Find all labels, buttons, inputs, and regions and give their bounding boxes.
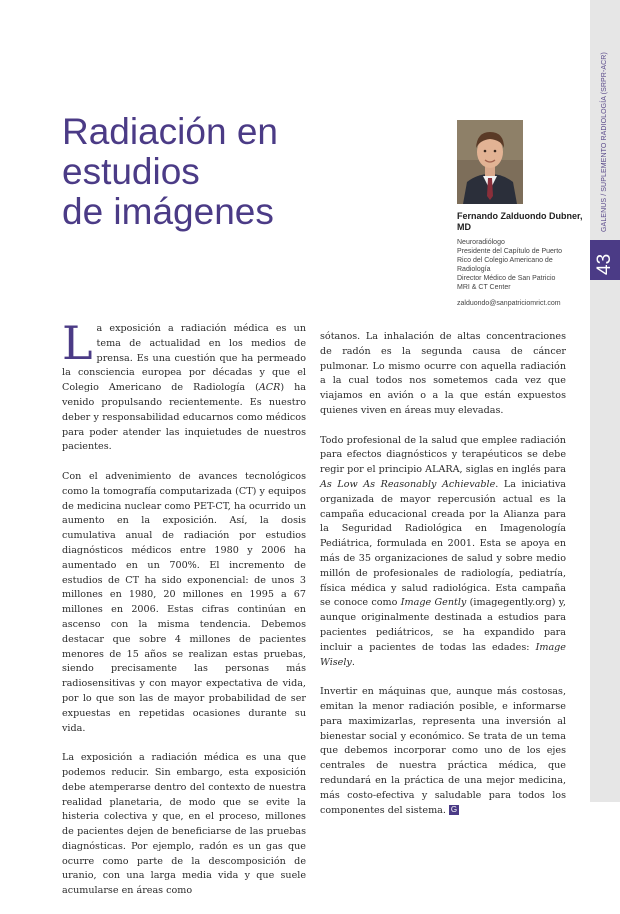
paragraph-text: Invertir en máquinas que, aunque más costosas, emitan la menor radiación posible, e informarse para maximizarlas, representa una inversión al bienestar social y económico. Se trata de un tema que debemos incorporar como uno de los ejes centrales de nuestra práctica médica, que redundará en la práctica de una mejor medicina, más costo-efectiva y saludable para todos los componentes del sistema. (320, 686, 566, 816)
title-line-3: de imágenes (62, 191, 274, 232)
article-title (62, 112, 392, 232)
paragraph-conclusion (320, 685, 566, 818)
paragraph-intro (62, 316, 306, 455)
author-role-line: Rico del Colegio Americano de (457, 257, 553, 264)
author-photo (457, 120, 523, 204)
article-column-left (62, 316, 306, 914)
author-role-line: Radiología (457, 266, 491, 273)
publication-label-text: GALENUS / SUPLEMENTO RADIOLOGÍA (SRPR-ACR) (601, 52, 608, 232)
paragraph-text: ) ha venido propulsando recientemente. Es nuestro deber y responsabilidad educarnos como médicos para poder atender las inquietudes de nuestros pacientes. (62, 382, 306, 453)
author-role-line: Director Médico de San Patricio (457, 275, 556, 282)
author-portrait-icon (457, 120, 523, 204)
title-line-1: Radiación en (62, 111, 278, 152)
author-name: Fernando Zalduondo Dubner, MD (457, 211, 583, 232)
author-role-line: Presidente del Capítulo de Puerto (457, 248, 563, 255)
alara-expansion: As Low As Reasonably Achievable (320, 478, 496, 490)
image-gently-name: Image Gently (400, 597, 467, 609)
author-role-line: Neuroradiólogo (457, 239, 505, 246)
paragraph-alara (320, 434, 566, 671)
author-block (457, 211, 587, 308)
paragraph-ct-increase: Con el advenimiento de avances tecnológicos como la tomografía computarizada (CT) y equipos de medicina nuclear como PET-CT, ha ocurrido un aumento en la exposición. Así, la dosis cumulativa anual de radiación por estudios diagnósticos médicos entre 1980 y 2006 ha aumentado en un 700%. El incremento de estudios de CT ha sido exponencial: de unos 3 millones en 1980, 20 millones en 1995 a 67 millones en 2006. Estas cifras continúan en ascenso con la misma tendencia. Debemos destacar que sobre 4 millones de pacientes menores de 15 años se realizan estas pruebas, siendo precisamente las personas más radiosensitivas y con mayor expectativa de vida, por lo que son las de mayor probabilidad de ser expuestas en repetidas ocasiones durante su vida. (62, 470, 306, 734)
image-wisely-name: Image Wisely (320, 641, 566, 668)
end-mark-icon: G (450, 805, 458, 814)
paragraph-text: Todo profesional de la salud que emplee radiación para efectos diagnósticos y terapéuticos se debe regir por el principio ALARA, siglas en inglés para (320, 434, 566, 476)
paragraph-exposure-context: La exposición a radiación médica es una que podemos reducir. Sin embargo, esta exposición debe atemperarse dentro del contexto de nuestra realidad planetaria, de modo que se evite la histeria colectiva y que, en el proceso, millones de pacientes dejen de beneficiarse de las pruebas diagnósticas. Por ejemplo, radón es un gas que ocurre como parte de la descomposición de uranio, con una larga media vida y que suele acumularse en áreas como (62, 752, 306, 897)
paragraph-text: . La iniciativa organizada de mayor repercusión actual es la campaña educacional creada por la Alianza para la Seguridad Radiológica en Imagenología Pediátrica, formulada en 2001. Esta se apoya en más de 35 organizaciones de salud y sobre medio millón de profesionales de radiología, pediatría, física médica y salud radiológica. Esta campaña se conoce como (320, 478, 566, 609)
page-number-text: 43 (594, 253, 615, 275)
paragraph-text: (imagegently.org) y, aunque originalmente destinada a estudios para pacientes pediátricos, se ha expandido para incluir a pacientes de todas las edades: (320, 597, 566, 653)
drop-cap: L (62, 316, 93, 370)
article-column-right (320, 330, 566, 833)
paragraph-text: a exposición a radiación médica es un tema de actualidad en los medios de prensa. Es una cuestión que ha permeado la consciencia europea por décadas y que el Colegio Americano de Radiología ( (62, 323, 306, 394)
paragraph-radon: sótanos. La inhalación de altas concentraciones de radón es la segunda causa de cáncer pulmonar. Lo mismo ocurre con aquella radiación a la cual todos nos sometemos cada vez que viajamos en avión o a la que están expuestos quienes viven en áreas muy elevadas. (320, 331, 566, 416)
paragraph-text: . (351, 656, 355, 668)
author-role-line: MRI & CT Center (457, 284, 511, 291)
acr-abbrev: ACR (258, 382, 281, 394)
title-line-2: estudios (62, 151, 200, 192)
author-email: zalduondo@sanpatriciomrict.com (457, 300, 561, 307)
